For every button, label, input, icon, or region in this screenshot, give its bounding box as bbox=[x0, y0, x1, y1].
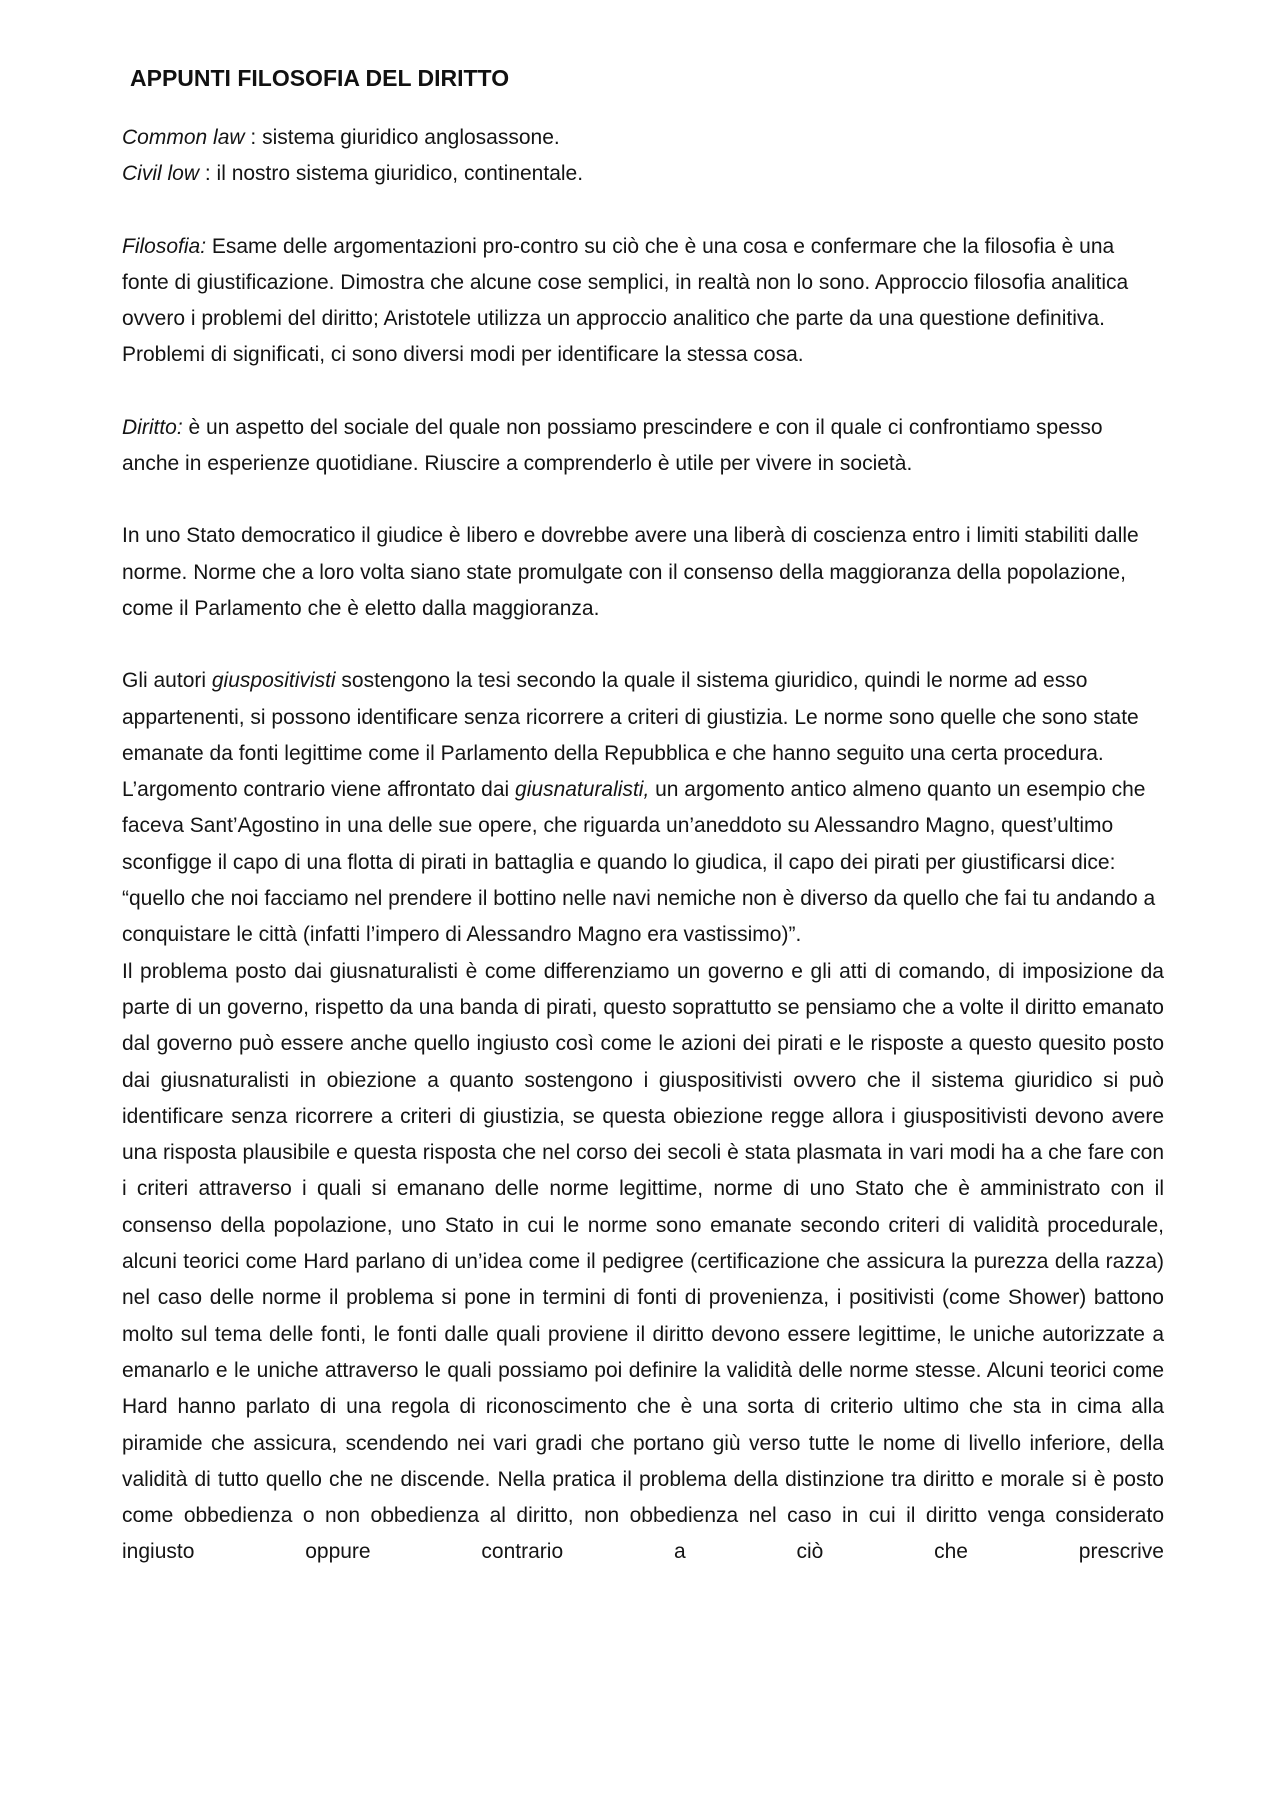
document-body bbox=[122, 60, 1164, 1571]
term-filosofia: Filosofia: bbox=[122, 234, 207, 258]
paragraph-text: un argomento antico almeno quanto un esempio che faceva Sant’Agostino in una delle sue opere, che riguarda un’aneddoto su Alessandro Magno, quest’ultimo sconfigge il capo di una flotta di pirati in battaglia e quando lo giudica, il capo dei pirati per giustificarsi dice: “quello che noi facciamo nel prendere il bottino nelle navi nemiche non è diverso da quello che fai tu andando a conquistare le città (infatti l’impero di Alessandro Magno era vastissimo)”. bbox=[122, 778, 1156, 947]
paragraph-giuspositivisti bbox=[122, 663, 1164, 772]
definition-separator: : bbox=[199, 162, 217, 186]
paragraph-filosofia bbox=[122, 229, 1164, 374]
paragraph-text: è un aspetto del sociale del quale non possiamo prescindere e con il quale ci confrontiamo spesso anche in esperienze quotidiane. Riuscire a comprenderlo è utile per vivere in società. bbox=[122, 415, 1103, 476]
term-giuspositivisti: giuspositivisti bbox=[211, 669, 336, 693]
paragraph-text: L’argomento contrario viene affrontato dai bbox=[122, 778, 516, 802]
paragraph-diritto bbox=[122, 410, 1164, 483]
term-civil-law: Civil low bbox=[122, 162, 200, 186]
term-giusnaturalisti: giusnaturalisti, bbox=[515, 778, 650, 802]
paragraph-text: Esame delle argomentazioni pro-contro su ciò che è una cosa e confermare che la filosofia è una fonte di giustificazione. Dimostra che alcune cose semplici, in realtà non lo sono. Approccio filosofia analitica ovvero i problemi del diritto; Aristotele utilizza un approccio analitico che parte da una questione definitiva. Problemi di significati, ci sono diversi modi per identificare la stessa cosa. bbox=[122, 234, 1129, 367]
definition-text: sistema giuridico anglosassone. bbox=[262, 126, 560, 149]
term-common-law: Common law bbox=[122, 126, 245, 149]
definition-civil-law bbox=[122, 156, 1164, 192]
paragraph-stato-democratico: In uno Stato democratico il giudice è libero e dovrebbe avere una liberà di coscienza entro i limiti stabiliti dalle norme. Norme che a loro volta siano state promulgate con il consenso della maggioranza della popolazione, come il Parlamento che è eletto dalla maggioranza. bbox=[122, 524, 1139, 620]
document-title: APPUNTI FILOSOFIA DEL DIRITTO bbox=[130, 65, 510, 91]
paragraph-text: Gli autori bbox=[122, 669, 212, 693]
definition-text: il nostro sistema giuridico, continentale. bbox=[216, 162, 584, 186]
paragraph-text: sostengono la tesi secondo la quale il sistema giuridico, quindi le norme ad esso appartenenti, si possono identificare senza ricorrere a criteri di giustizia. Le norme sono quelle che sono state emanate da fonti legittime come il Parlamento della Repubblica e che hanno seguito una certa procedura. bbox=[122, 669, 1139, 765]
paragraph-problema: Il problema posto dai giusnaturalisti è come differenziamo un governo e gli atti di comando, di imposizione da parte di un governo, rispetto da una banda di pirati, questo soprattutto se pensiamo che a volte il diritto emanato dal governo può essere anche quello ingiusto così come le azioni dei pirati e le risposte a questo quesito posto dai giusnaturalisti in obiezione a quanto sostengono i giuspositivisti ovvero che il sistema giuridico si può identificare senza ricorrere a criteri di giustizia, se questa obiezione regge allora i giuspositivisti devono avere una risposta plausibile e questa risposta che nel corso dei secoli è stata plasmata in vari modi ha a che fare con i criteri attraverso i quali si emanano delle norme legittime, norme di uno Stato che è amministrato con il consenso della popolazione, uno Stato in cui le norme sono emanate secondo criteri di validità procedurale, alcuni teorici come Hard parlano di un’idea come il pedigree (certificazione che assicura la purezza della razza) nel caso delle norme il problema si pone in termini di fonti di provenienza, i positivisti (come Shower) battono molto sul tema delle fonti, le fonti dalle quali proviene il diritto devono essere legittime, le uniche autorizzate a emanarlo e le uniche attraverso le quali possiamo poi definire la validità delle norme stesse. Alcuni teorici come Hard hanno parlato di una regola di riconoscimento che è una sorta di criterio ultimo che sta in cima alla piramide che assicura, scendendo nei vari gradi che portano giù verso tutte le nome di livello inferiore, della validità di tutto quello che ne discende. Nella pratica il problema della distinzione tra diritto e morale si è posto come obbedienza o non obbedienza al diritto, non obbedienza nel caso in cui il diritto venga considerato ingiusto oppure contrario a ciò che prescrive bbox=[122, 959, 1164, 1564]
paragraph-giusnaturalisti bbox=[122, 772, 1164, 953]
definition-separator: : bbox=[244, 126, 263, 149]
definition-common-law bbox=[122, 120, 1164, 156]
term-diritto: Diritto: bbox=[122, 415, 183, 439]
